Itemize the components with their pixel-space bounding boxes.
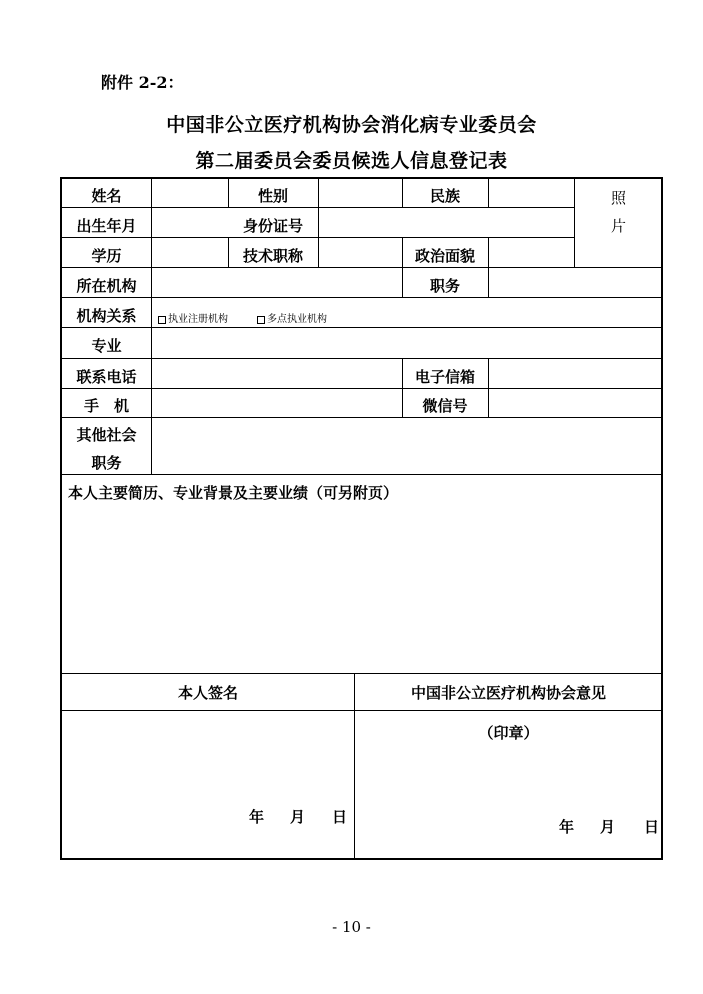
label-institution: 所在机构: [76, 277, 137, 295]
label-political-status: 政治面貌: [414, 247, 475, 265]
checkbox-icon: [158, 316, 166, 324]
label-professional-title: 技术职称: [242, 247, 303, 265]
registration-form: 姓名 性别 民族 照 片 出生年月 身份证号 学历 技术职称 政治面貌 所在机构 职务 机构关系 执业注册机构 多点执业机构 专业 联系电话 电子信箱 手 机 微信号 其他社会 职务 本人主要简历、专业背景及主要业绩（可另附页） 本人签名 中国非公立医疗机构协会意见 （印章） 年 月 日 年 月 日: [60, 177, 663, 860]
option-multi-site-institution[interactable]: 多点执业机构: [257, 310, 327, 325]
label-seal: （印章）: [478, 724, 539, 742]
label-birth: 出生年月: [76, 217, 137, 235]
label-photo-2: 片: [610, 217, 626, 235]
label-wechat: 微信号: [422, 397, 468, 415]
label-mobile: 手 机: [83, 397, 129, 415]
page-number: - 10 -: [332, 918, 371, 936]
label-ethnicity: 民族: [429, 187, 460, 205]
label-photo-1: 照: [610, 189, 626, 207]
label-resume: 本人主要简历、专业背景及主要业绩（可另附页）: [68, 484, 399, 502]
form-title-line1: 中国非公立医疗机构协会消化病专业委员会: [166, 114, 537, 136]
label-specialty: 专业: [91, 337, 122, 355]
label-signature: 本人签名: [177, 684, 238, 702]
label-education: 学历: [91, 247, 122, 265]
label-gender: 性别: [257, 187, 288, 205]
label-email: 电子信箱: [414, 368, 475, 386]
checkbox-icon: [257, 316, 265, 324]
label-other-duties-1: 其他社会: [76, 426, 137, 444]
label-id-number: 身份证号: [242, 217, 303, 235]
label-phone: 联系电话: [76, 368, 137, 386]
label-relation: 机构关系: [76, 307, 137, 325]
label-association-opinion: 中国非公立医疗机构协会意见: [410, 684, 606, 702]
label-other-duties-2: 职务: [91, 454, 122, 472]
label-name: 姓名: [91, 187, 122, 205]
form-title-line2: 第二届委员会委员候选人信息登记表: [195, 150, 508, 172]
attachment-label: 附件 2-2：: [101, 73, 184, 92]
label-position: 职务: [429, 277, 460, 295]
option-registered-institution[interactable]: 执业注册机构: [158, 310, 228, 325]
